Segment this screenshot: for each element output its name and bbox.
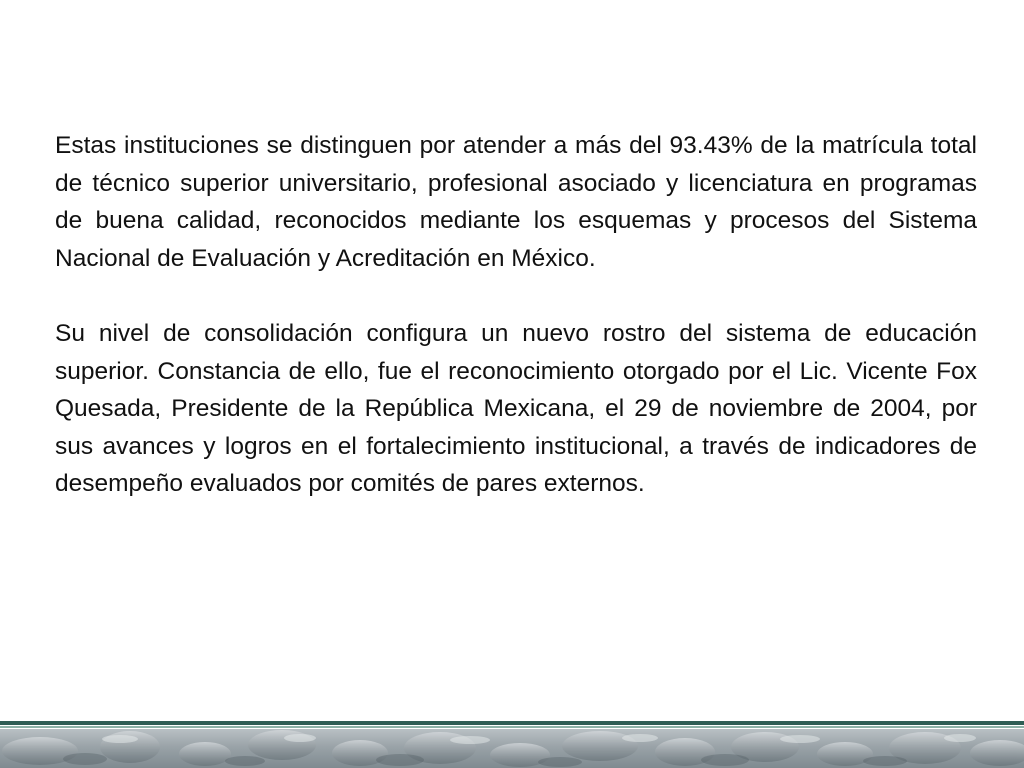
footer-rule-dark xyxy=(0,721,1024,725)
paragraph-2: Su nivel de consolidación configura un nuevo rostro del sistema de educación superior. Constancia de ello, fue el reconocimiento otorgado por el Lic. Vicente Fox Quesada, Presidente de la República Mexicana, el 29 de noviembre de 2004, por sus avances y logros en el fortalecimiento institucional, a través de indicadores de desempeño evaluados por comités de pares externos. xyxy=(55,319,977,498)
footer-rule-light xyxy=(0,726,1024,728)
footer-decorative-band xyxy=(0,729,1024,768)
relief-pattern-image xyxy=(0,729,1024,768)
paragraph-1: Estas instituciones se distinguen por atender a más del 93.43% de la matrícula total de técnico superior universitario, profesional asociado y licenciatura en programas de buena calidad, reconocidos mediante los esquemas y procesos del Sistema Nacional de Evaluación y Acreditación en México. xyxy=(55,132,977,272)
slide-body xyxy=(55,127,977,503)
